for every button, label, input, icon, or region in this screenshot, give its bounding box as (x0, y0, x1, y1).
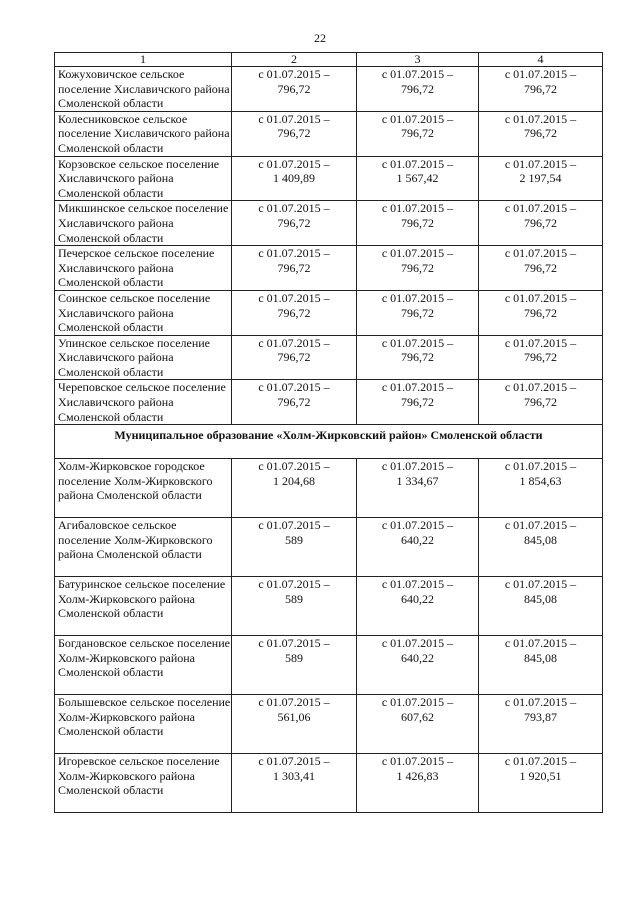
table-row (55, 335, 603, 380)
tariff-cell-c4 (479, 636, 603, 695)
tariff-date: с 01.07.2015 – (258, 380, 330, 395)
table-row (55, 156, 603, 201)
tariff-value: 640,22 (401, 650, 434, 665)
tariff-date: с 01.07.2015 – (258, 156, 330, 171)
tariff-cell-c4 (479, 380, 603, 425)
tariff-value: 796,72 (401, 81, 434, 96)
tariff-value: 1 204,68 (273, 473, 315, 488)
tariff-value: 589 (285, 532, 303, 547)
tariff-cell-c4 (479, 754, 603, 813)
header-row (55, 53, 603, 67)
tariff-cell-c4 (479, 518, 603, 577)
tariff-value: 796,72 (277, 81, 311, 96)
tariff-value: 796,72 (277, 305, 311, 320)
settlement-name-cell: Богдановское сельское поселение Холм-Жирковского района Смоленской области (55, 636, 232, 695)
tariff-cell-c3 (357, 459, 479, 518)
tariff-date: с 01.07.2015 – (258, 246, 330, 261)
tariff-date: с 01.07.2015 – (504, 67, 577, 81)
tariff-value: 796,72 (277, 260, 311, 275)
tariff-cell-c4 (479, 246, 603, 291)
tariff-date: с 01.07.2015 – (504, 335, 577, 350)
tariff-date: с 01.07.2015 – (504, 201, 577, 216)
tariff-value: 796,72 (277, 215, 311, 230)
tariff-date: с 01.07.2015 – (258, 111, 330, 126)
tariff-cell-c2 (232, 459, 357, 518)
tariff-cell-c2 (232, 577, 357, 636)
tariff-value: 1 854,63 (519, 473, 562, 488)
tariff-value: 796,72 (524, 350, 557, 365)
section-title: Муниципальное образование «Холм-Жирковский район» Смоленской области (55, 425, 603, 459)
settlement-name-cell: Батуринское сельское поселение Холм-Жирковского района Смоленской области (55, 577, 232, 636)
tariff-value: 796,72 (277, 126, 311, 141)
tariff-date: с 01.07.2015 – (258, 636, 330, 651)
tariff-date: с 01.07.2015 – (258, 335, 330, 350)
table-row (55, 201, 603, 246)
tariff-cell-c4 (479, 335, 603, 380)
table-row (55, 246, 603, 291)
tariff-value: 796,72 (401, 350, 434, 365)
tariff-date: с 01.07.2015 – (381, 290, 454, 305)
settlement-name-cell: Череповское сельское поселение Хиславичского района Смоленской области (55, 380, 232, 425)
tariff-date: с 01.07.2015 – (504, 380, 577, 395)
tariff-value: 1 567,42 (396, 171, 439, 186)
tariff-cell-c4 (479, 111, 603, 156)
tariff-date: с 01.07.2015 – (381, 754, 454, 769)
tariff-value: 796,72 (401, 126, 434, 141)
tariff-date: с 01.07.2015 – (258, 290, 330, 305)
tariff-cell-c3 (357, 518, 479, 577)
tariff-date: с 01.07.2015 – (504, 695, 577, 710)
tariff-value: 796,72 (401, 395, 434, 410)
tariff-date: с 01.07.2015 – (381, 201, 454, 216)
tariff-value: 589 (285, 591, 303, 606)
tariff-date: с 01.07.2015 – (381, 380, 454, 395)
tariff-cell-c3 (357, 201, 479, 246)
tariff-cell-c2 (232, 111, 357, 156)
tariff-date: с 01.07.2015 – (258, 695, 330, 710)
tariff-value: 796,72 (524, 81, 557, 96)
tariff-value: 640,22 (401, 532, 434, 547)
tariff-cell-c3 (357, 577, 479, 636)
tariff-value: 796,72 (524, 395, 557, 410)
table-row (55, 459, 603, 518)
tariff-value: 607,62 (401, 709, 434, 724)
header-cell-2: 2 (232, 53, 357, 67)
tariff-value: 1 920,51 (519, 768, 562, 783)
table-row (55, 111, 603, 156)
tariff-cell-c2 (232, 518, 357, 577)
tariff-cell-c3 (357, 636, 479, 695)
header-cell-4: 4 (479, 53, 603, 67)
tariff-value: 1 409,89 (273, 171, 315, 186)
tariff-value: 845,08 (524, 532, 557, 547)
tariff-value: 796,72 (401, 260, 434, 275)
table-row (55, 380, 603, 425)
tariff-date: с 01.07.2015 – (258, 518, 330, 533)
tariff-table (54, 52, 603, 813)
tariff-date: с 01.07.2015 – (258, 577, 330, 592)
tariff-date: с 01.07.2015 – (381, 518, 454, 533)
settlement-name-cell: Микшинское сельское поселение Хиславичского района Смоленской области (55, 201, 232, 246)
tariff-date: с 01.07.2015 – (381, 156, 454, 171)
tariff-cell-c2 (232, 754, 357, 813)
tariff-date: с 01.07.2015 – (381, 577, 454, 592)
settlement-name-cell: Холм-Жирковское городское поселение Холм-Жирковского района Смоленской области (55, 459, 232, 518)
tariff-date: с 01.07.2015 – (504, 156, 577, 171)
tariff-date: с 01.07.2015 – (381, 335, 454, 350)
tariff-value: 589 (285, 650, 303, 665)
tariff-date: с 01.07.2015 – (504, 754, 577, 769)
tariff-date: с 01.07.2015 – (381, 246, 454, 261)
tariff-cell-c2 (232, 156, 357, 201)
settlement-name-cell: Корзовское сельское поселение Хиславичского района Смоленской области (55, 156, 232, 201)
tariff-date: с 01.07.2015 – (381, 111, 454, 126)
tariff-value: 796,72 (524, 260, 557, 275)
table-row (55, 67, 603, 112)
tariff-cell-c2 (232, 246, 357, 291)
tariff-value: 796,72 (401, 215, 434, 230)
tariff-cell-c3 (357, 754, 479, 813)
tariff-cell-c2 (232, 335, 357, 380)
tariff-cell-c2 (232, 201, 357, 246)
tariff-cell-c4 (479, 201, 603, 246)
settlement-name-cell: Упинское сельское поселение Хиславичского района Смоленской области (55, 335, 232, 380)
tariff-value: 845,08 (524, 591, 557, 606)
tariff-value: 1 334,67 (396, 473, 439, 488)
tariff-date: с 01.07.2015 – (258, 201, 330, 216)
tariff-value: 845,08 (524, 650, 557, 665)
settlement-name-cell: Печерское сельское поселение Хиславичского района Смоленской области (55, 246, 232, 291)
tariff-date: с 01.07.2015 – (381, 67, 454, 81)
settlement-name-cell: Кожуховичское сельское поселение Хиславичского района Смоленской области (55, 67, 232, 112)
tariff-date: с 01.07.2015 – (381, 636, 454, 651)
tariff-value: 796,72 (277, 395, 311, 410)
tariff-date: с 01.07.2015 – (504, 577, 577, 592)
tariff-cell-c2 (232, 695, 357, 754)
tariff-date: с 01.07.2015 – (258, 67, 330, 81)
table-row (55, 290, 603, 335)
settlement-name-cell: Агибаловское сельское поселение Холм-Жирковского района Смоленской области (55, 518, 232, 577)
tariff-cell-c3 (357, 380, 479, 425)
tariff-date: с 01.07.2015 – (504, 636, 577, 651)
tariff-value: 796,72 (524, 215, 557, 230)
tariff-date: с 01.07.2015 – (504, 246, 577, 261)
tariff-date: с 01.07.2015 – (504, 459, 577, 474)
tariff-value: 1 303,41 (273, 768, 315, 783)
tariff-cell-c4 (479, 459, 603, 518)
tariff-cell-c3 (357, 111, 479, 156)
settlement-name-cell: Игоревское сельское поселение Холм-Жирковского района Смоленской области (55, 754, 232, 813)
tariff-date: с 01.07.2015 – (504, 518, 577, 533)
tariff-cell-c3 (357, 67, 479, 112)
header-cell-3: 3 (357, 53, 479, 67)
tariff-cell-c2 (232, 290, 357, 335)
section-row (55, 425, 603, 459)
tariff-date: с 01.07.2015 – (381, 459, 454, 474)
page-number: 22 (314, 31, 326, 45)
tariff-value: 796,72 (401, 305, 434, 320)
tariff-value: 561,06 (277, 709, 311, 724)
tariff-value: 2 197,54 (519, 171, 562, 186)
tariff-cell-c3 (357, 335, 479, 380)
tariff-value: 1 426,83 (396, 768, 439, 783)
tariff-date: с 01.07.2015 – (504, 111, 577, 126)
tariff-cell-c2 (232, 636, 357, 695)
tariff-cell-c4 (479, 577, 603, 636)
tariff-value: 793,87 (524, 709, 557, 724)
tariff-cell-c4 (479, 695, 603, 754)
tariff-cell-c2 (232, 67, 357, 112)
tariff-cell-c3 (357, 246, 479, 291)
tariff-value: 640,22 (401, 591, 434, 606)
tariff-cell-c3 (357, 695, 479, 754)
settlement-name-cell: Колесниковское сельское поселение Хиславичского района Смоленской области (55, 111, 232, 156)
tariff-date: с 01.07.2015 – (258, 754, 330, 769)
tariff-value: 796,72 (277, 350, 311, 365)
tariff-date: с 01.07.2015 – (258, 459, 330, 474)
tariff-date: с 01.07.2015 – (381, 695, 454, 710)
table-row (55, 754, 603, 813)
tariff-cell-c2 (232, 380, 357, 425)
tariff-date: с 01.07.2015 – (504, 290, 577, 305)
tariff-value: 796,72 (524, 305, 557, 320)
table-row (55, 695, 603, 754)
table-row (55, 518, 603, 577)
tariff-cell-c4 (479, 290, 603, 335)
tariff-value: 796,72 (524, 126, 557, 141)
tariff-cell-c4 (479, 67, 603, 112)
table-row (55, 636, 603, 695)
tariff-cell-c3 (357, 156, 479, 201)
settlement-name-cell: Соинское сельское поселение Хиславичского района Смоленской области (55, 290, 232, 335)
table-row (55, 577, 603, 636)
settlement-name-cell: Болышевское сельское поселение Холм-Жирковского района Смоленской области (55, 695, 232, 754)
tariff-table-body (55, 53, 603, 813)
header-cell-1: 1 (55, 53, 232, 67)
tariff-cell-c3 (357, 290, 479, 335)
tariff-cell-c4 (479, 156, 603, 201)
